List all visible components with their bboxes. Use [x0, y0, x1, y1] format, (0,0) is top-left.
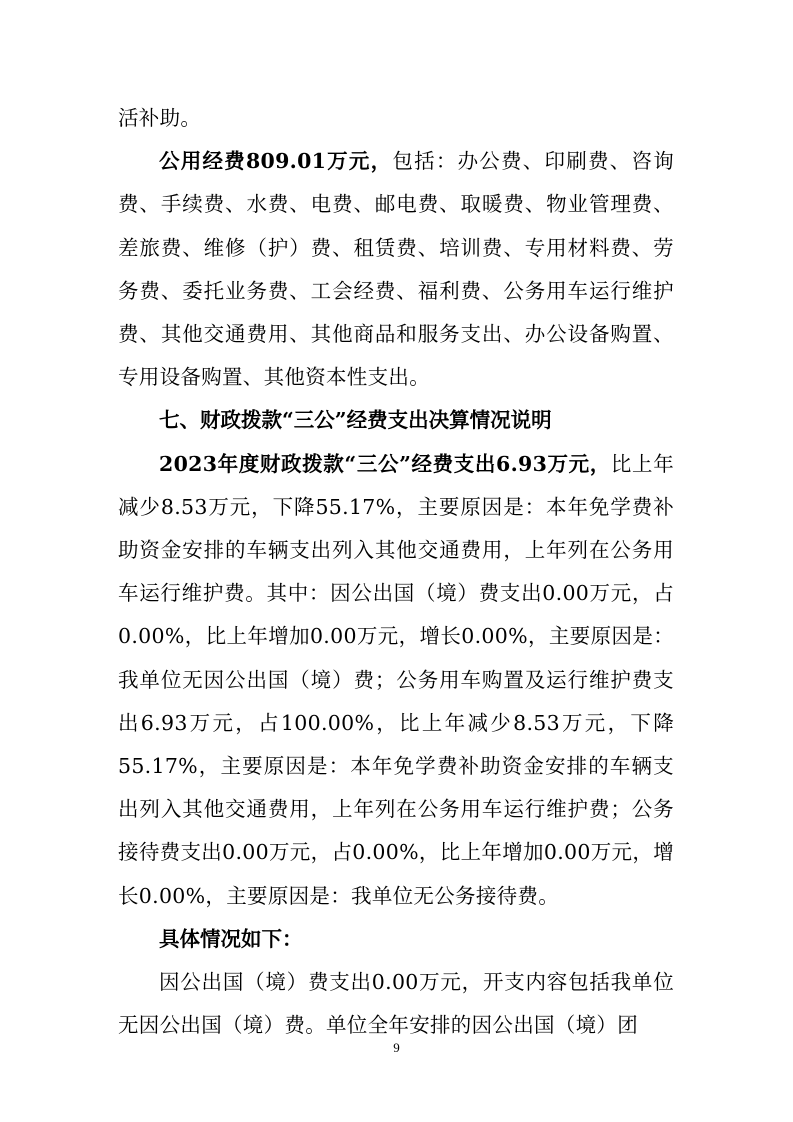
three-public-lead: 2023年度财政拨款“三公”经费支出6.93万元， — [159, 451, 611, 476]
public-funds-detail: 包括：办公费、印刷费、咨询费、手续费、水费、电费、邮电费、取暖费、物业管理费、差旅费、维修（护）费、租赁费、培训费、专用材料费、劳务费、委托业务费、工会经费、福利费、公务用车运行维护费、其他交通费用、其他商品和服务支出、办公设备购置、专用设备购置、其他资本性支出。 — [118, 149, 674, 390]
public-funds-lead: 公用经费809.01万元， — [159, 149, 393, 174]
paragraph-overseas-travel: 因公出国（境）费支出0.00万元，开支内容包括我单位无因公出国（境）费。单位全年安排的因公出国（境）团 — [118, 970, 674, 1038]
paragraph-public-funds — [118, 140, 674, 399]
paragraph-three-public-expenses — [118, 443, 674, 918]
section-heading-seven: 七、财政拨款“三公”经费支出决算情况说明 — [159, 408, 552, 433]
document-page — [118, 97, 674, 1047]
three-public-detail: 比上年减少8.53万元，下降55.17%，主要原因是：本年免学费补助资金安排的车辆支出列入其他交通费用，上年列在公务用车运行维护费。其中：因公出国（境）费支出0.00万元，占0.00%，比上年增加0.00万元，增长0.00%，主要原因是：我单位无因公出国（境）费；公务用车购置及运行维护费支出6.93万元，占100.00%，比上年减少8.53万元，下降55.17%，主要原因是：本年免学费补助资金安排的车辆支出列入其他交通费用，上年列在公务用车运行维护费；公务接待费支出0.00万元，占0.00%，比上年增加0.00万元，增长0.00%，主要原因是：我单位无公务接待费。 — [118, 451, 674, 908]
details-subheading: 具体情况如下： — [159, 926, 303, 951]
paragraph-continuation: 活补助。 — [118, 106, 202, 130]
page-number: 9 — [393, 1040, 400, 1055]
